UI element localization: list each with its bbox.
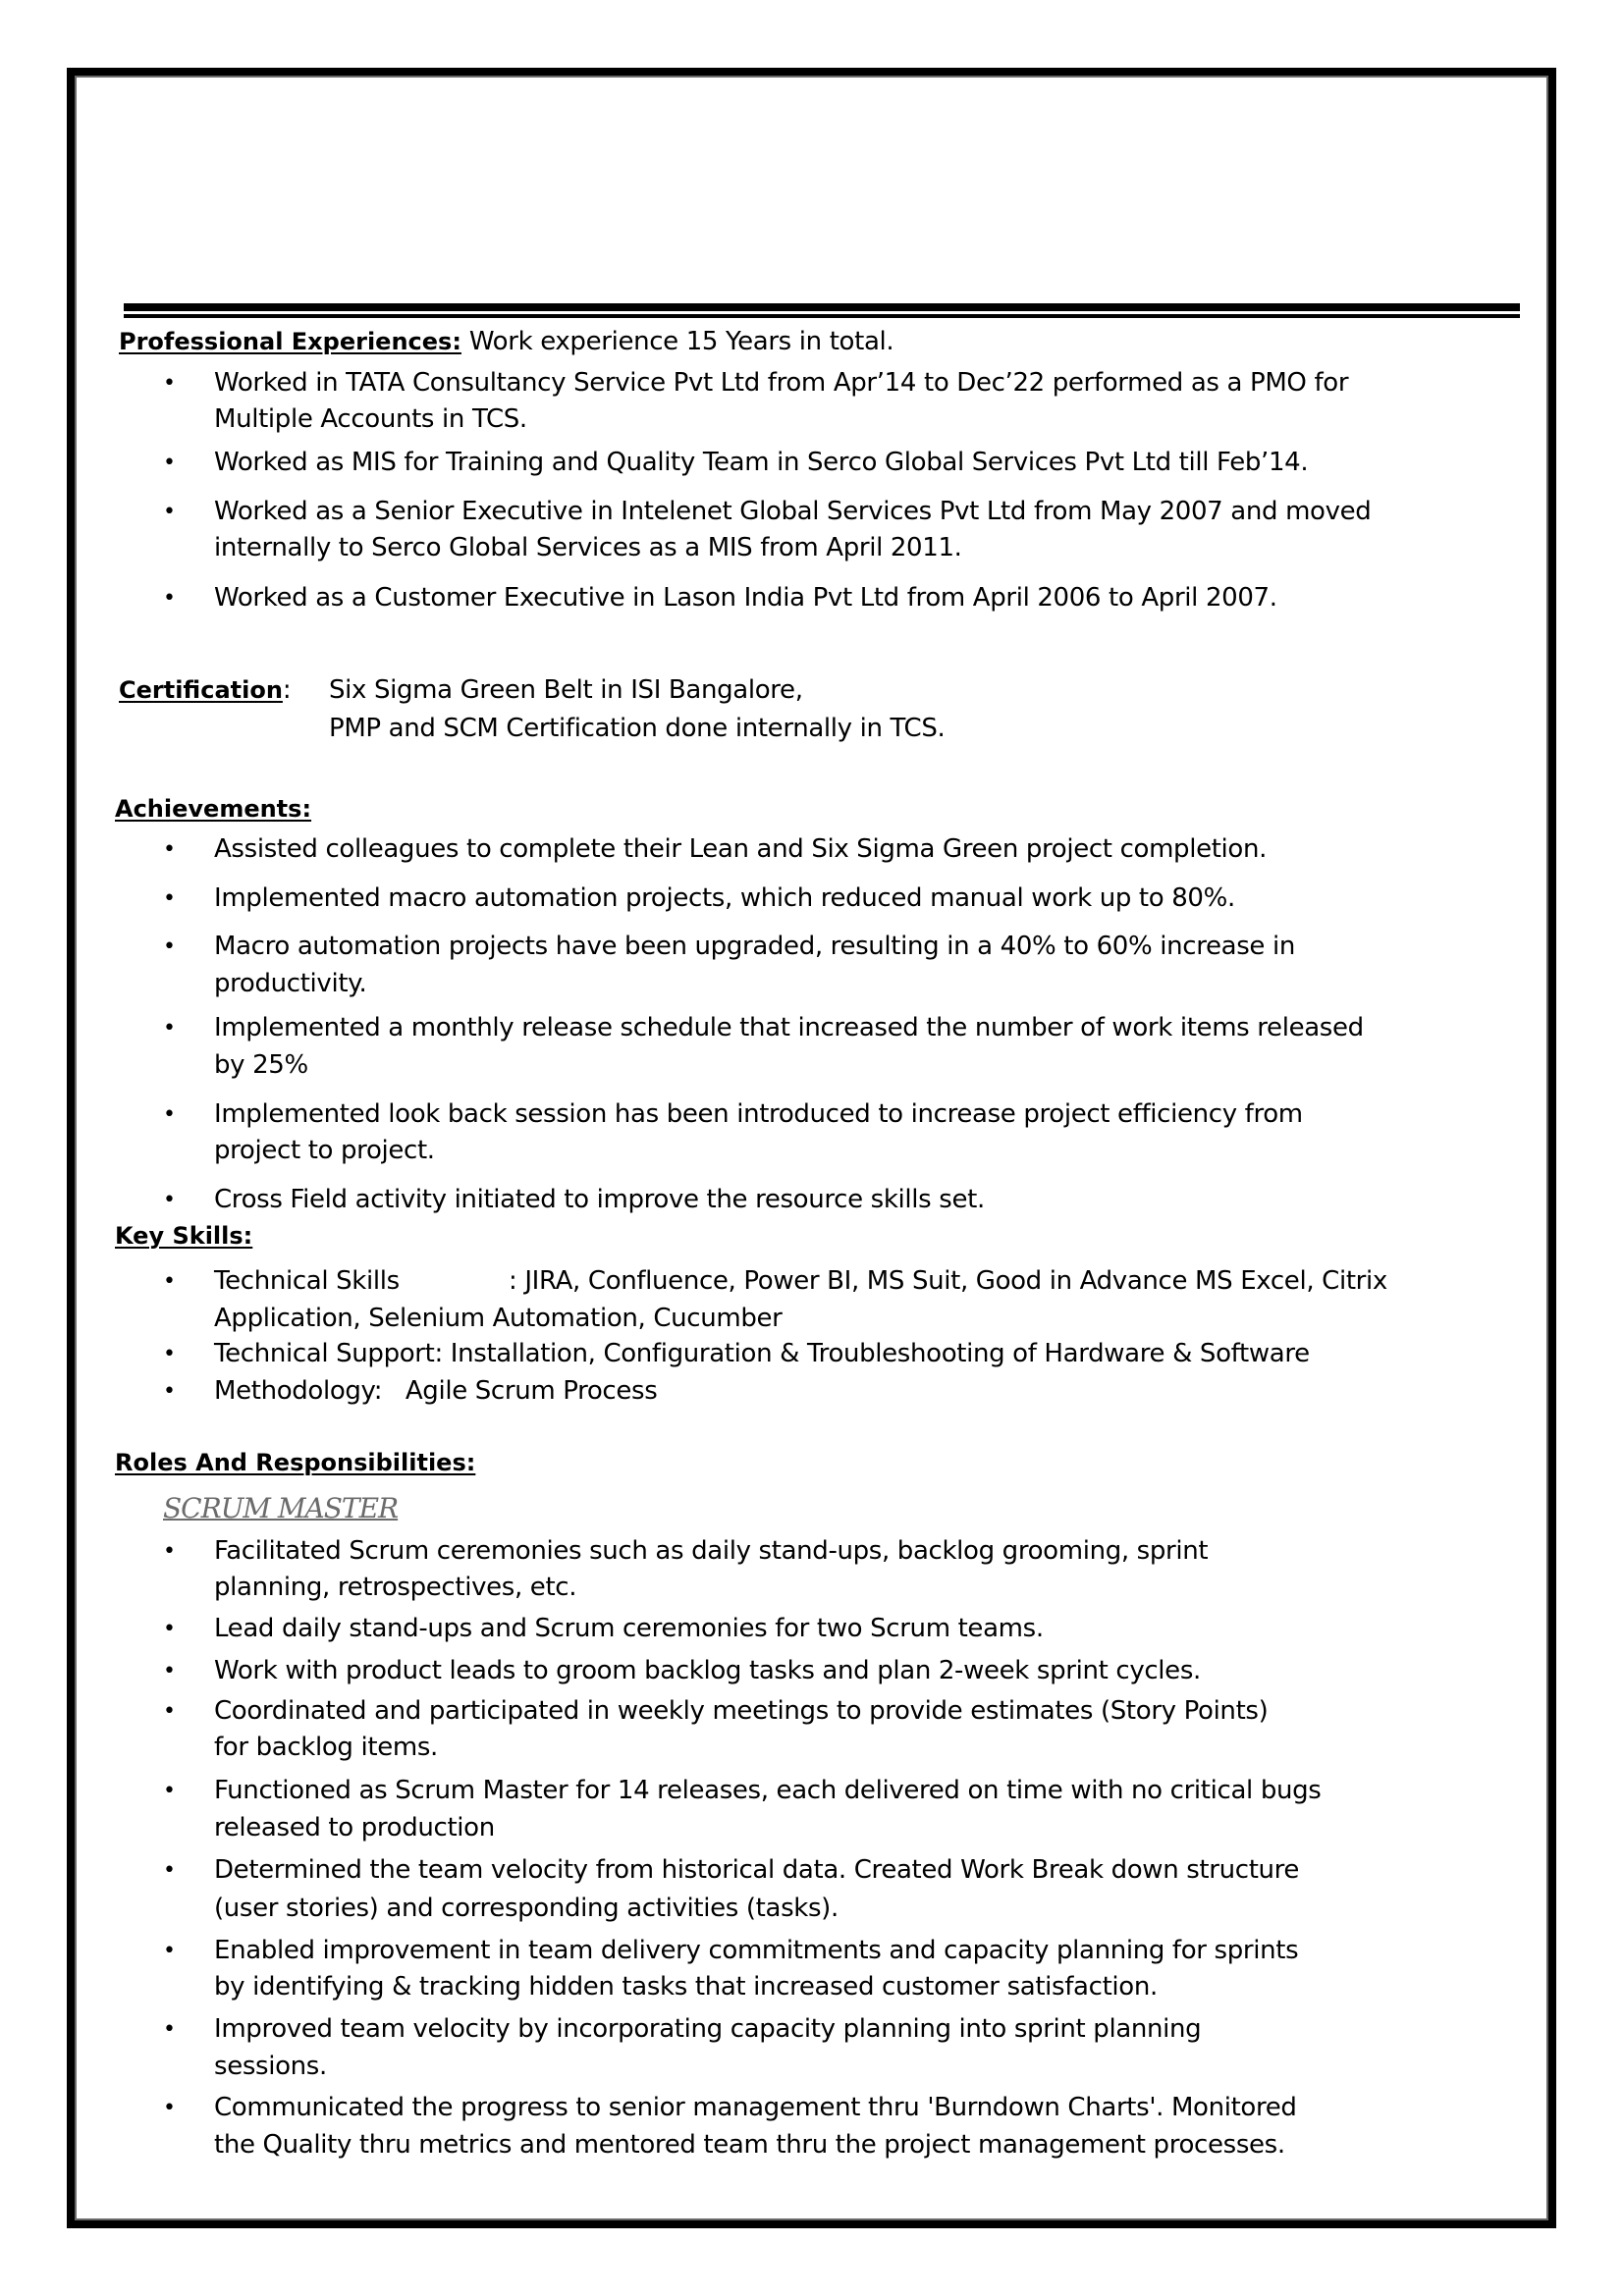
header-rule-thin: [124, 314, 1520, 318]
bullet-icon: •: [163, 837, 176, 862]
bullet-icon: •: [163, 586, 176, 611]
role-item: Determined the team velocity from historical data. Created Work Break down structure: [214, 1855, 1300, 1885]
role-item: Facilitated Scrum ceremonies such as daily stand-ups, backlog grooming, sprint: [214, 1536, 1209, 1566]
achievement-item-cont: project to project.: [214, 1136, 435, 1165]
bullet-icon: •: [163, 1539, 176, 1564]
achievement-item-cont: productivity.: [214, 969, 367, 998]
bullet-icon: •: [163, 1188, 176, 1212]
role-item: Improved team velocity by incorporating capacity planning into sprint planning: [214, 2014, 1202, 2044]
role-item-cont: sessions.: [214, 2052, 327, 2081]
bullet-icon: •: [163, 2017, 176, 2042]
bullet-icon: •: [163, 1016, 176, 1041]
role-item: Enabled improvement in team delivery commitments and capacity planning for sprints: [214, 1936, 1299, 1965]
roles-heading: Roles And Responsibilities:: [115, 1449, 476, 1476]
bullet-icon: •: [163, 500, 176, 524]
professional-section-header: [119, 327, 893, 356]
achievement-item: Implemented look back session has been introduced to increase project efficiency from: [214, 1099, 1303, 1129]
role-item-cont: planning, retrospectives, etc.: [214, 1573, 577, 1602]
achievement-item: Cross Field activity initiated to improve the resource skills set.: [214, 1185, 985, 1214]
role-item: Work with product leads to groom backlog tasks and plan 2-week sprint cycles.: [214, 1656, 1201, 1685]
achievement-item: Assisted colleagues to complete their Lean and Six Sigma Green project completion.: [214, 834, 1268, 864]
achievement-item: Implemented macro automation projects, which reduced manual work up to 80%.: [214, 883, 1235, 913]
professional-heading: Professional Experiences:: [119, 328, 461, 355]
methodology: Methodology: Agile Scrum Process: [214, 1376, 658, 1406]
role-item-cont: by identifying & tracking hidden tasks that increased customer satisfaction.: [214, 1972, 1158, 2002]
bullet-icon: •: [163, 934, 176, 959]
bullet-icon: •: [163, 1699, 176, 1724]
technical-skills-value: : JIRA, Confluence, Power BI, MS Suit, Good in Advance MS Excel, Citrix: [509, 1266, 1387, 1296]
bullet-icon: •: [163, 1858, 176, 1883]
experience-item-cont: Multiple Accounts in TCS.: [214, 404, 527, 434]
experience-item: Worked as a Senior Executive in Intelenet Global Services Pvt Ltd from May 2007 and moved: [214, 497, 1372, 526]
technical-skills-label: Technical Skills: [214, 1266, 400, 1296]
bullet-icon: •: [163, 1269, 176, 1294]
bullet-icon: •: [163, 1779, 176, 1803]
certification-section: [119, 675, 291, 705]
role-item: Coordinated and participated in weekly meetings to provide estimates (Story Points): [214, 1696, 1269, 1726]
bullet-icon: •: [163, 1102, 176, 1127]
professional-summary: Work experience 15 Years in total.: [460, 327, 894, 356]
role-item: Lead daily stand-ups and Scrum ceremonies for two Scrum teams.: [214, 1614, 1044, 1643]
bullet-icon: •: [163, 2096, 176, 2120]
header-rule-thick: [124, 303, 1520, 311]
certification-line: PMP and SCM Certification done internally in TCS.: [329, 714, 946, 743]
experience-item: Worked in TATA Consultancy Service Pvt Ltd from Apr’14 to Dec’22 performed as a PMO for: [214, 368, 1349, 398]
bullet-icon: •: [163, 886, 176, 911]
experience-item-cont: internally to Serco Global Services as a MIS from April 2011.: [214, 533, 962, 562]
bullet-icon: •: [163, 1659, 176, 1683]
role-item-cont: for backlog items.: [214, 1733, 438, 1762]
key-skills-heading: Key Skills:: [115, 1222, 253, 1250]
bullet-icon: •: [163, 451, 176, 475]
role-item-cont: the Quality thru metrics and mentored team thru the project management processes.: [214, 2130, 1285, 2160]
certification-line: Six Sigma Green Belt in ISI Bangalore,: [329, 675, 803, 705]
certification-separator: :: [282, 675, 292, 705]
role-item: Functioned as Scrum Master for 14 releases, each delivered on time with no critical bugs: [214, 1776, 1322, 1805]
bullet-icon: •: [163, 371, 176, 396]
achievement-item: Implemented a monthly release schedule that increased the number of work items released: [214, 1013, 1364, 1042]
bullet-icon: •: [163, 1939, 176, 1963]
bullet-icon: •: [163, 1617, 176, 1641]
achievement-item: Macro automation projects have been upgraded, resulting in a 40% to 60% increase in: [214, 932, 1295, 961]
role-item-cont: (user stories) and corresponding activities (tasks).: [214, 1894, 839, 1923]
experience-item: Worked as MIS for Training and Quality Team in Serco Global Services Pvt Ltd till Feb’14.: [214, 448, 1309, 477]
achievement-item-cont: by 25%: [214, 1050, 308, 1080]
experience-item: Worked as a Customer Executive in Lason India Pvt Ltd from April 2006 to April 2007.: [214, 583, 1277, 613]
bullet-icon: •: [163, 1342, 176, 1366]
technical-support: Technical Support: Installation, Configuration & Troubleshooting of Hardware & Software: [214, 1339, 1310, 1368]
role-title: SCRUM MASTER: [163, 1492, 399, 1524]
technical-skills-cont: Application, Selenium Automation, Cucumber: [214, 1304, 783, 1333]
bullet-icon: •: [163, 1379, 176, 1404]
achievements-heading: Achievements:: [115, 795, 312, 823]
role-item-cont: released to production: [214, 1813, 495, 1842]
role-item: Communicated the progress to senior management thru 'Burndown Charts'. Monitored: [214, 2093, 1297, 2122]
certification-heading: Certification: [119, 676, 283, 704]
